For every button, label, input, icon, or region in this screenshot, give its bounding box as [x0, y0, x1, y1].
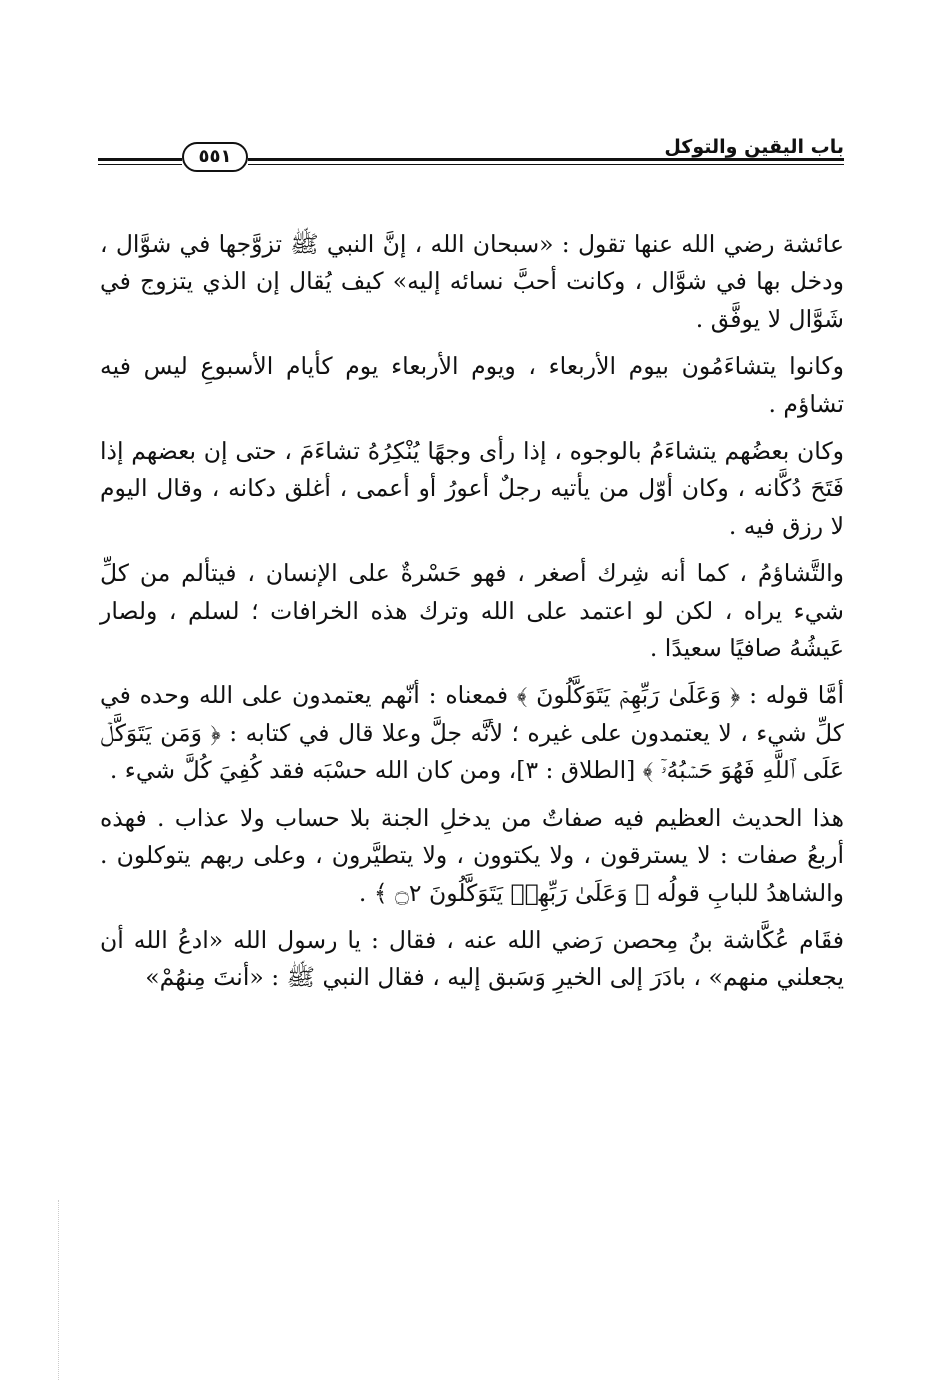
- paragraph: فقَام عُكَّاشة بنُ مِحصن رَضي الله عنه ، فقال : يا رسول الله «ادعُ الله أن يجعلني منهم» ، بادَرَ إلى الخيرِ وَسَبق إليه ، فقال النبي ﷺ : «أنتَ مِنهُمْ»: [100, 925, 844, 992]
- paragraph: وكان بعضُهم يتشاءَمُ بالوجوه ، إذا رأى وجهًا يُنْكِرُهُ تشاءَمَ ، حتى إن بعضهم إذا فَتَحَ دُكَّانه ، وكان أوّل من يأتيه رجلٌ أعورُ أو أعمى ، أغلق دكانه ، وقال اليوم لا رزق فيه .: [100, 437, 844, 540]
- paragraph: والتَّشاؤمُ ، كما أنه شِرك أصغر ، فهو حَسْرةٌ على الإنسان ، فيتألم من كلِّ شيء يراه ، لكن لو اعتمد على الله وترك هذه الخرافات ؛ لسلم ، ولصار عَيشُهُ صافيًا سعيدًا .: [100, 559, 844, 663]
- paragraph: وكانوا يتشاءَمُون بيوم الأربعاء ، ويوم الأربعاء يوم كأيام الأسبوعِ ليس فيه تشاؤم .: [100, 352, 844, 418]
- paragraph: عائشة رضي الله عنها تقول : «سبحان الله ، إنَّ النبي ﷺ تزوَّجها في شوَّال ، ودخل بها في شوَّال ، وكانت أحبَّ نسائه إليه» كيف يُقال إن الذي يتزوج في شَوَّال لا يوفَّق .: [100, 230, 844, 333]
- scan-margin-marks: [58, 1200, 65, 1380]
- running-header: [98, 132, 844, 182]
- paragraph: هذا الحديث العظيم فيه صفاتٌ من يدخلِ الجنة بلا حساب ولا عذاب . فهذه أربعُ صفات : لا يسترقون ، ولا يكتوون ، ولا يتطيَّرون ، وعلى ربهم يتوكلون . والشاهدُ للبابِ قولُه ﴿ وَعَلَىٰ رَبِّهِمۡ يَتَوَكَّلُونَ ۝٢ ﴾ .: [100, 803, 844, 907]
- header-rule-right: [248, 158, 844, 161]
- header-rule-left: [98, 158, 182, 161]
- chapter-title: باب اليقين والتوكل: [664, 136, 844, 158]
- paragraph: أمَّا قوله : ﴿ وَعَلَىٰ رَبِّهِمۡ يَتَوَكَّلُونَ ﴾ فمعناه : أنّهم يعتمدون على الله وحده في كلِّ شيء ، لا يعتمدون على غيره ؛ لأنَّه جلَّ وعلا قال في كتابه : ﴿ وَمَن يَتَوَكَّلۡ عَلَى ٱللَّهِ فَهُوَ حَسۡبُهُۥٓ ﴾ [الطلاق : ٣]، ومن كان الله حسْبَه فقد كُفِيَ كُلَّ شيء .: [100, 681, 844, 785]
- page-number: ٥٥١: [182, 142, 248, 172]
- body-text: [100, 226, 844, 1007]
